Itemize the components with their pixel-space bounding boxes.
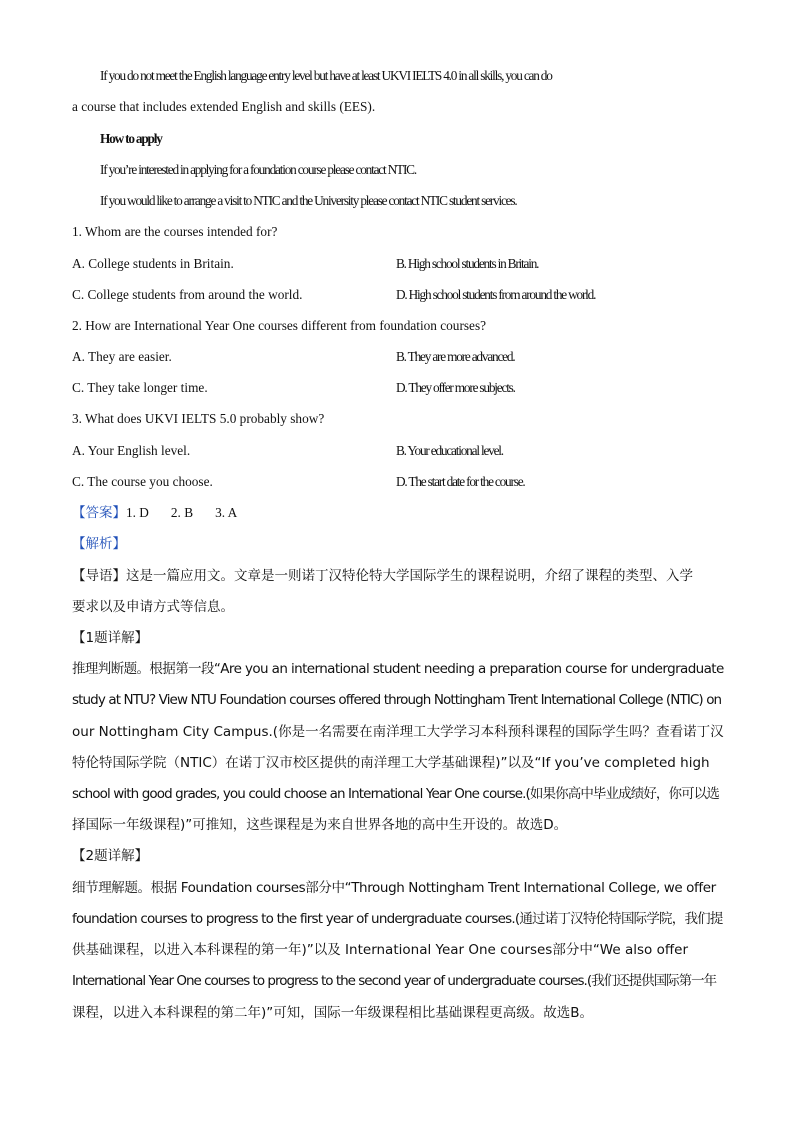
q1-detail-line: school with good grades, you could choose an International Year One course.(如果你高中毕业成绩好，你可以选 [72, 786, 719, 802]
analysis-intro-line: 【导语】这是一篇应用文。文章是一则诺丁汉特伦特大学国际学生的课程说明，介绍了课程的类型、入学 [72, 568, 693, 584]
q1-detail-heading: 【1题详解】 [72, 630, 149, 646]
answer-2: 2. B [170, 505, 194, 520]
option-b: B. High school students in Britain. [396, 256, 539, 271]
answer-3: 3. A [215, 505, 238, 520]
q1-detail-line: 推理判断题。根据第一段“Are you an international student needing a preparation course for undergraduate [72, 661, 724, 677]
passage-paragraph-line: If you do not meet the English language entry level but have at least UKVI IELTS 4.0 in all skills, you can do [100, 68, 552, 83]
q1-detail-line: 择国际一年级课程)”可推知，这些课程是为来自世界各地的高中生开设的。故选D。 [72, 817, 568, 833]
answer-line [72, 503, 722, 523]
q2-detail-line: International Year One courses to progress to the second year of undergraduate courses.(我们还提供国际第一年 [72, 973, 717, 989]
analysis-label: 【解析】 [72, 536, 126, 552]
q1-detail-line: our Nottingham City Campus.(你是一名需要在南洋理工大学学习本科预科课程的国际学生吗？查看诺丁汉 [72, 724, 724, 740]
passage-paragraph: If you would like to arrange a visit to NTIC and the University please contact NTIC student services. [100, 193, 517, 208]
question-stem: 2. How are International Year One courses different from foundation courses? [72, 318, 487, 333]
passage-paragraph-line: a course that includes extended English and skills (EES). [72, 99, 376, 114]
analysis-intro-line: 要求以及申请方式等信息。 [72, 599, 234, 615]
answer-label: 【答案】 [72, 505, 126, 521]
q2-detail-line: 课程，以进入本科课程的第二年)”可知，国际一年级课程相比基础课程更高级。故选B。 [72, 1005, 594, 1021]
option-b: B. Your educational level. [396, 443, 503, 458]
option-d: D. High school students from around the world. [396, 287, 596, 302]
option-c: C. They take longer time. [72, 380, 208, 395]
section-heading: How to apply [100, 131, 162, 146]
q2-detail-line: foundation courses to progress to the first year of undergraduate courses.(通过诺丁汉特伦特国际学院，我们提 [72, 911, 723, 927]
q1-detail-line: study at NTU? View NTU Foundation courses offered through Nottingham Trent International College (NTIC) on [72, 692, 722, 708]
answer-1: 1. D [126, 505, 149, 520]
question-stem: 1. Whom are the courses intended for? [72, 224, 278, 239]
q1-detail-line: 特伦特国际学院（NTIC）在诺丁汉市校区提供的南洋理工大学基础课程)”以及“If you’ve completed high [72, 755, 710, 771]
passage-paragraph: If you’re interested in applying for a foundation course please contact NTIC. [100, 162, 416, 177]
option-a: A. Your English level. [72, 443, 191, 458]
option-d: D. The start date for the course. [396, 474, 525, 489]
option-a: A. They are easier. [72, 349, 172, 364]
option-d: D. They offer more subjects. [396, 380, 515, 395]
option-a: A. College students in Britain. [72, 256, 234, 271]
q2-detail-line: 细节理解题。根据 Foundation courses部分中“Through Nottingham Trent International College, we offer [72, 880, 716, 896]
question-stem: 3. What does UKVI IELTS 5.0 probably show? [72, 411, 325, 426]
q2-detail-heading: 【2题详解】 [72, 848, 149, 864]
q2-detail-line: 供基础课程，以进入本科课程的第一年)”以及 International Year One courses部分中“We also offer [72, 942, 688, 958]
option-b: B. They are more advanced. [396, 349, 515, 364]
option-c: C. College students from around the world. [72, 287, 303, 302]
option-c: C. The course you choose. [72, 474, 213, 489]
